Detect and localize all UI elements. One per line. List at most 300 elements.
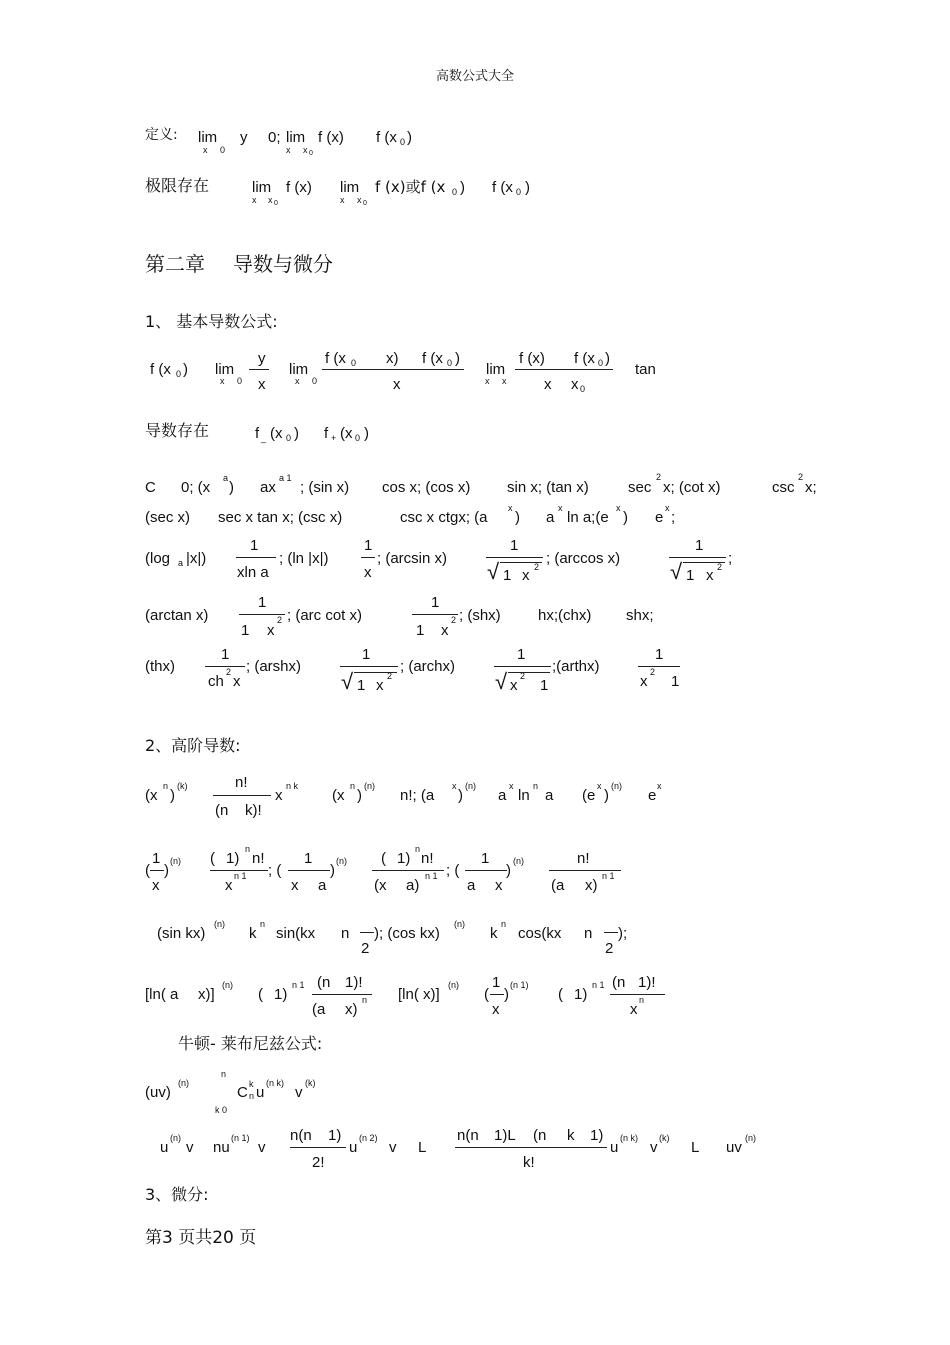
lb2-sup: (n k) xyxy=(620,1133,638,1143)
dd-sub: 0 xyxy=(598,358,604,368)
h1-x: (x xyxy=(145,787,158,804)
h3-k2: k xyxy=(490,925,498,942)
r5-arthx: ;(arthx) xyxy=(552,658,600,675)
r5-den4-1: 1 xyxy=(671,673,680,690)
lb2-v4: v xyxy=(650,1139,658,1156)
lb2-L2: L xyxy=(691,1139,700,1156)
h2-n3: n! xyxy=(252,850,265,867)
r1-xa: 0; (x xyxy=(181,479,211,496)
h4-sup: n xyxy=(362,995,368,1005)
h2-dx: x xyxy=(225,877,233,894)
h2-den2-x: x xyxy=(291,877,299,894)
r5-thx: (thx) xyxy=(145,658,175,675)
lb2-L: L xyxy=(418,1139,427,1156)
definition-label: 定义: xyxy=(145,127,178,143)
de-x0-2: (x xyxy=(340,425,353,442)
r2-sup: x xyxy=(665,503,670,513)
h2-den2-a: a xyxy=(318,877,327,894)
r3-den2: x xyxy=(364,564,372,581)
lb-sup: (n k) xyxy=(266,1078,284,1088)
h1-ln: ln xyxy=(518,787,530,804)
de-paren1: ) xyxy=(294,425,299,442)
h1-paren: ) xyxy=(170,787,175,804)
r1-sup: a 1 xyxy=(279,473,292,483)
dd-tan: tan xyxy=(635,361,656,378)
r2-sup: x xyxy=(508,503,513,513)
lb2-kfact: k! xyxy=(523,1154,535,1171)
lb2-u2: u xyxy=(349,1139,358,1156)
r2-paren: ) xyxy=(515,509,520,526)
r3-den: xln a xyxy=(237,564,269,581)
h2-den3-a: a) xyxy=(406,877,420,894)
r4-den-1: 1 xyxy=(241,622,250,639)
h4-paren: ( xyxy=(484,986,489,1003)
dd-num-f1: f (x xyxy=(325,350,346,367)
r3-absx: |x|) xyxy=(186,550,207,567)
dd-sub: 0 xyxy=(580,384,586,394)
h3-k: k xyxy=(249,925,257,942)
h1-sup: (n) xyxy=(364,781,375,791)
r5-den4-x: x xyxy=(640,673,648,690)
h4-num4: 1)! xyxy=(638,974,656,991)
h3-two2: 2 xyxy=(605,940,614,957)
r5-sup: 2 xyxy=(520,671,526,681)
r3-den4b: x xyxy=(706,567,714,584)
r3-num: 1 xyxy=(250,537,259,554)
h4-sup: n xyxy=(639,995,645,1005)
lb-C: C xyxy=(237,1084,248,1101)
h1-sup: (n) xyxy=(611,781,622,791)
dd-sub: 0 xyxy=(447,358,453,368)
r5-den-x: x xyxy=(233,673,241,690)
h3-sup: n xyxy=(260,919,266,929)
h2-paren: ( xyxy=(145,862,150,879)
dd-lim-3: lim xyxy=(486,361,506,378)
h4-fnum: 1 xyxy=(492,974,501,991)
le-paren-2: ) xyxy=(525,179,530,196)
lb2-sup: (n) xyxy=(745,1133,756,1143)
h1-paren3: ) xyxy=(458,787,463,804)
h2-n6: n! xyxy=(421,850,434,867)
r3-log: (log xyxy=(145,550,171,567)
h3-cos: ); (cos kx) xyxy=(374,925,440,942)
dd-num-y: y xyxy=(258,350,266,367)
h2-n2: 1) xyxy=(226,850,240,867)
lb2-v3: v xyxy=(389,1139,397,1156)
r1-paren: ) xyxy=(229,479,234,496)
de-f2: f xyxy=(324,425,329,442)
r5-den3-x: x xyxy=(510,677,518,694)
h2-n1: ( xyxy=(210,850,215,867)
deriv-exists-label: 导数存在 xyxy=(145,421,210,440)
lb2-v2: v xyxy=(258,1139,266,1156)
r1-cos: cos x; (cos x) xyxy=(382,479,471,496)
r5-den-ch: ch xyxy=(208,673,224,690)
dd-paren: ) xyxy=(183,361,188,378)
h2-paren4: ) xyxy=(506,862,511,879)
lb2-uv: uv xyxy=(726,1139,742,1156)
le-sub: 0 xyxy=(452,187,458,197)
def-fx: f (x) xyxy=(318,129,344,146)
h1-sup: x xyxy=(509,781,514,791)
h2-paren2: ) xyxy=(164,862,169,879)
r2-csc: csc x ctgx; (a xyxy=(400,509,488,526)
r2-lna: ln a;(e xyxy=(567,509,609,526)
h4-sup: (n) xyxy=(222,980,233,990)
le-fx-or: f (x)或f (x xyxy=(375,178,446,196)
dd-den-x3: x xyxy=(544,376,552,393)
def-sub: x xyxy=(303,145,308,155)
le-fx: f (x) xyxy=(286,179,312,196)
r3-end: ; xyxy=(728,550,733,567)
dd-lim-2: lim xyxy=(289,361,309,378)
dd-num-f2: f (x xyxy=(422,350,443,367)
de-sub: 0 xyxy=(355,433,361,443)
h1-sup: n xyxy=(533,781,539,791)
dd-den-x4: x xyxy=(571,376,579,393)
h2-n4: ( xyxy=(381,850,386,867)
r3-num4: 1 xyxy=(695,537,704,554)
h2-sup: n 1 xyxy=(602,871,615,881)
h2-n5: 1) xyxy=(397,850,411,867)
lb2-n4: k xyxy=(567,1127,575,1144)
h1-sup: x xyxy=(452,781,457,791)
dd-sub: 0 xyxy=(351,358,357,368)
h1-sup: n k xyxy=(286,781,299,791)
h2-num3: 1 xyxy=(481,850,490,867)
dd-num-x: x) xyxy=(386,350,399,367)
def-paren: ) xyxy=(407,129,412,146)
page-header-title: 高数公式大全 xyxy=(435,69,514,84)
dd-sub: x xyxy=(220,376,225,386)
def-zero: 0; xyxy=(268,129,281,146)
le-sub: x xyxy=(252,195,257,205)
dd-sub: x xyxy=(295,376,300,386)
r1-sup: 2 xyxy=(656,472,662,482)
h1-e2: e xyxy=(648,787,657,804)
h4-sup: (n 1) xyxy=(510,980,529,990)
lb-sup: (n) xyxy=(178,1078,189,1088)
h4-den3: x xyxy=(630,1001,638,1018)
le-lim-2: lim xyxy=(340,179,360,196)
r2-sup: x xyxy=(558,503,563,513)
def-lim-2: lim xyxy=(286,129,306,146)
dd-fx0: f (x xyxy=(150,361,171,378)
r5-num2: 1 xyxy=(362,646,371,663)
r4-num2: 1 xyxy=(431,594,440,611)
de-paren2: ) xyxy=(364,425,369,442)
r5-sup: 2 xyxy=(650,667,656,677)
h2-den5-x: x) xyxy=(585,877,598,894)
h4-lnx: [ln( x)] xyxy=(398,986,440,1003)
r2-sup: x xyxy=(616,503,621,513)
r5-num3: 1 xyxy=(517,646,526,663)
h4-paren2: ) xyxy=(504,986,509,1003)
dd-den-x2: x xyxy=(393,376,401,393)
h1-sup: n xyxy=(350,781,356,791)
chapter-title: 导数与微分 xyxy=(233,252,333,276)
lb2-num2: 1) xyxy=(328,1127,342,1144)
page-footer: 第3 页共20 页 xyxy=(145,1228,257,1248)
h4-m: ( xyxy=(258,986,263,1003)
h1-den1: (n xyxy=(215,802,229,819)
h2-semi2: ; ( xyxy=(446,862,460,879)
le-sub: x xyxy=(357,195,362,205)
h1-sup: x xyxy=(597,781,602,791)
h2-sup: (n) xyxy=(513,856,524,866)
lb2-num1: n(n xyxy=(290,1127,312,1144)
leibniz-label: 牛顿- 莱布尼兹公式: xyxy=(178,1034,323,1053)
le-paren: ) xyxy=(460,179,465,196)
le-sub: x xyxy=(268,195,273,205)
r1-sec: sec xyxy=(628,479,652,496)
r3-arcsin: ; (arcsin x) xyxy=(377,550,448,567)
lb2-u3: u xyxy=(610,1139,619,1156)
r5-num4: 1 xyxy=(655,646,664,663)
r3-num2: 1 xyxy=(364,537,373,554)
h2-sup: n xyxy=(245,844,251,854)
h1-xnk: x xyxy=(275,787,283,804)
h3-two: 2 xyxy=(361,940,370,957)
h2-den4-x: x xyxy=(495,877,503,894)
h1-sup: (k) xyxy=(177,781,188,791)
h4-x: x)] xyxy=(198,986,215,1003)
r1-ax: ax xyxy=(260,479,276,496)
lb-sup: (k) xyxy=(305,1078,316,1088)
h1-x2: (x xyxy=(332,787,345,804)
def-sub: x xyxy=(286,145,291,155)
le-sub: x xyxy=(340,195,345,205)
de-minus: _ xyxy=(261,433,267,443)
h2-sup: n xyxy=(415,844,421,854)
dd-den-x: x xyxy=(258,376,266,393)
chapter-number: 第二章 xyxy=(145,252,205,276)
de-x0-1: (x xyxy=(270,425,283,442)
lb2-den: 2! xyxy=(312,1154,325,1171)
h1-num: n! xyxy=(235,774,248,791)
lb2-nu: nu xyxy=(213,1139,230,1156)
lb2-n1: n(n xyxy=(457,1127,479,1144)
h1-sup: (n) xyxy=(465,781,476,791)
lb-sum-top: n xyxy=(221,1069,227,1079)
dd-lim-1: lim xyxy=(215,361,235,378)
h4-den1: (a xyxy=(312,1001,326,1018)
r1-end: x; xyxy=(805,479,817,496)
dd-num-fx0: f (x xyxy=(574,350,595,367)
r1-csc: csc xyxy=(772,479,795,496)
lb2-n2: 1)L xyxy=(494,1127,516,1144)
def-sub: 0 xyxy=(400,137,406,147)
h2-sup: (n) xyxy=(336,856,347,866)
lb2-sup: (n 1) xyxy=(231,1133,250,1143)
def-lim-1: lim xyxy=(198,129,218,146)
h2-num: 1 xyxy=(152,850,161,867)
lb-sub: n xyxy=(249,1091,255,1101)
h3-end: ); xyxy=(618,925,628,942)
r3-arccos: ; (arccos x) xyxy=(546,550,621,567)
def-sub: 0 xyxy=(309,150,313,157)
sqrt-icon: √ xyxy=(341,669,354,694)
dd-num-paren2: ) xyxy=(605,350,610,367)
r2-sectan: sec x tan x; (csc x) xyxy=(218,509,343,526)
r4-end: shx; xyxy=(626,607,654,624)
lb2-n5: 1) xyxy=(590,1127,604,1144)
h2-sup: n 1 xyxy=(234,871,247,881)
dd-sub: x xyxy=(485,376,490,386)
r4-den-x: x xyxy=(267,622,275,639)
r2-a: a xyxy=(546,509,555,526)
r2-sec: (sec x) xyxy=(145,509,190,526)
r4-chx: hx;(chx) xyxy=(538,607,592,624)
dd-num-fx: f (x) xyxy=(519,350,545,367)
r3-den4a: 1 xyxy=(686,567,695,584)
h4-num3: (n xyxy=(612,974,626,991)
sqrt-icon: √ xyxy=(487,559,500,584)
dd-num-paren: ) xyxy=(455,350,460,367)
lb2-sup: (n) xyxy=(170,1133,181,1143)
h1-a: a xyxy=(498,787,507,804)
h1-den2: k)! xyxy=(245,802,262,819)
de-plus: + xyxy=(331,433,337,443)
r3-sup: 2 xyxy=(717,562,723,572)
h3-sinkx: sin(kx xyxy=(276,925,316,942)
def-sub: x xyxy=(203,145,208,155)
lb-v: v xyxy=(295,1084,303,1101)
h1-nfact: n!; (a xyxy=(400,787,435,804)
lb-uv: (uv) xyxy=(145,1084,171,1101)
r4-den2-x: x xyxy=(441,622,449,639)
lb2-sup: (k) xyxy=(659,1133,670,1143)
r5-den2-1: 1 xyxy=(357,677,366,694)
section-2-label: 2、高阶导数: xyxy=(145,736,241,755)
h4-m4: 1) xyxy=(574,986,588,1003)
h2-den3-x: (x xyxy=(374,877,387,894)
lb-sum-bottom: k 0 xyxy=(215,1105,228,1115)
h4-m3: ( xyxy=(558,986,563,1003)
r3-num3: 1 xyxy=(510,537,519,554)
r1-cot: x; (cot x) xyxy=(663,479,721,496)
h2-num4: n! xyxy=(577,850,590,867)
h3-coskx: cos(kx xyxy=(518,925,562,942)
limit-exists-label: 极限存在 xyxy=(145,176,210,195)
h2-num2: 1 xyxy=(304,850,313,867)
r4-num: 1 xyxy=(258,594,267,611)
r5-arshx: ; (arshx) xyxy=(246,658,302,675)
r3-ln: ; (ln |x|) xyxy=(279,550,329,567)
section-1-label: 1、 基本导数公式: xyxy=(145,312,278,331)
r3-sub: a xyxy=(178,558,184,568)
r1-sup: a xyxy=(223,473,229,483)
de-f1: f xyxy=(255,425,260,442)
r5-den3-1: 1 xyxy=(540,677,549,694)
r4-den2-1: 1 xyxy=(416,622,425,639)
lb-u: u xyxy=(256,1084,265,1101)
r2-end: ; xyxy=(671,509,676,526)
le-sub: 0 xyxy=(363,200,367,207)
dd-sub: 0 xyxy=(176,369,182,379)
h4-fden: x xyxy=(492,1001,500,1018)
h4-num2: 1)! xyxy=(345,974,363,991)
h3-n2: n xyxy=(584,925,593,942)
lb-sup: k xyxy=(249,1079,254,1089)
r5-den2-x: x xyxy=(376,677,384,694)
r1-sup: 2 xyxy=(798,472,804,482)
def-y: y xyxy=(240,129,248,146)
h2-paren3: ) xyxy=(330,862,335,879)
h2-den5-a: (a xyxy=(551,877,565,894)
r5-sup: 2 xyxy=(226,667,232,677)
lb2-n3: (n xyxy=(533,1127,547,1144)
h4-sup: (n) xyxy=(448,980,459,990)
h2-sup: (n) xyxy=(170,856,181,866)
h4-ln: [ln( a xyxy=(145,986,179,1003)
lb2-u: u xyxy=(160,1139,169,1156)
h4-sup: n 1 xyxy=(592,980,605,990)
r2-paren2: ) xyxy=(623,509,628,526)
r1-sin: ; (sin x) xyxy=(300,479,350,496)
r4-shx: ; (shx) xyxy=(459,607,501,624)
sqrt-icon: √ xyxy=(495,669,508,694)
r4-sup: 2 xyxy=(451,615,457,625)
h3-sup: (n) xyxy=(454,919,465,929)
le-sub: 0 xyxy=(516,187,522,197)
h3-sup: n xyxy=(501,919,507,929)
h2-semi: ; ( xyxy=(268,862,282,879)
le-fx0: f (x xyxy=(492,179,513,196)
de-sub: 0 xyxy=(286,433,292,443)
h4-num1: (n xyxy=(317,974,331,991)
r1-C: C xyxy=(145,479,156,496)
lb2-v: v xyxy=(186,1139,194,1156)
h1-paren2: ) xyxy=(357,787,362,804)
lb2-sup: (n 2) xyxy=(359,1133,378,1143)
le-sub: 0 xyxy=(274,200,278,207)
r3-den3b: x xyxy=(522,567,530,584)
h1-a2: a xyxy=(545,787,554,804)
r5-archx: ; (archx) xyxy=(400,658,456,675)
h2-den: x xyxy=(152,877,160,894)
h1-paren4: ) xyxy=(604,787,609,804)
section-3-label: 3、微分: xyxy=(145,1185,209,1204)
h4-sup: n 1 xyxy=(292,980,305,990)
h4-m2: 1) xyxy=(274,986,288,1003)
h4-den2: x) xyxy=(345,1001,358,1018)
def-fx0: f (x xyxy=(376,129,397,146)
r4-arctan: (arctan x) xyxy=(145,607,209,624)
r5-sup: 2 xyxy=(387,671,393,681)
dd-sub: 0 xyxy=(312,376,318,386)
dd-sub: 0 xyxy=(237,376,243,386)
h2-sup: n 1 xyxy=(425,871,438,881)
h1-sup: x xyxy=(657,781,662,791)
r3-den3a: 1 xyxy=(503,567,512,584)
dd-sub: x xyxy=(502,376,507,386)
r4-arccot: ; (arc cot x) xyxy=(287,607,363,624)
r2-e: e xyxy=(655,509,664,526)
r3-sup: 2 xyxy=(534,562,540,572)
le-lim-1: lim xyxy=(252,179,272,196)
h3-sup: (n) xyxy=(214,919,225,929)
def-sub: 0 xyxy=(220,145,226,155)
h3-n: n xyxy=(341,925,350,942)
h1-sup: n xyxy=(163,781,169,791)
h1-e: (e xyxy=(582,787,596,804)
r4-sup: 2 xyxy=(277,615,283,625)
r1-tan: sin x; (tan x) xyxy=(507,479,589,496)
r5-num: 1 xyxy=(221,646,230,663)
sqrt-icon: √ xyxy=(670,559,683,584)
h2-den4-a: a xyxy=(467,877,476,894)
